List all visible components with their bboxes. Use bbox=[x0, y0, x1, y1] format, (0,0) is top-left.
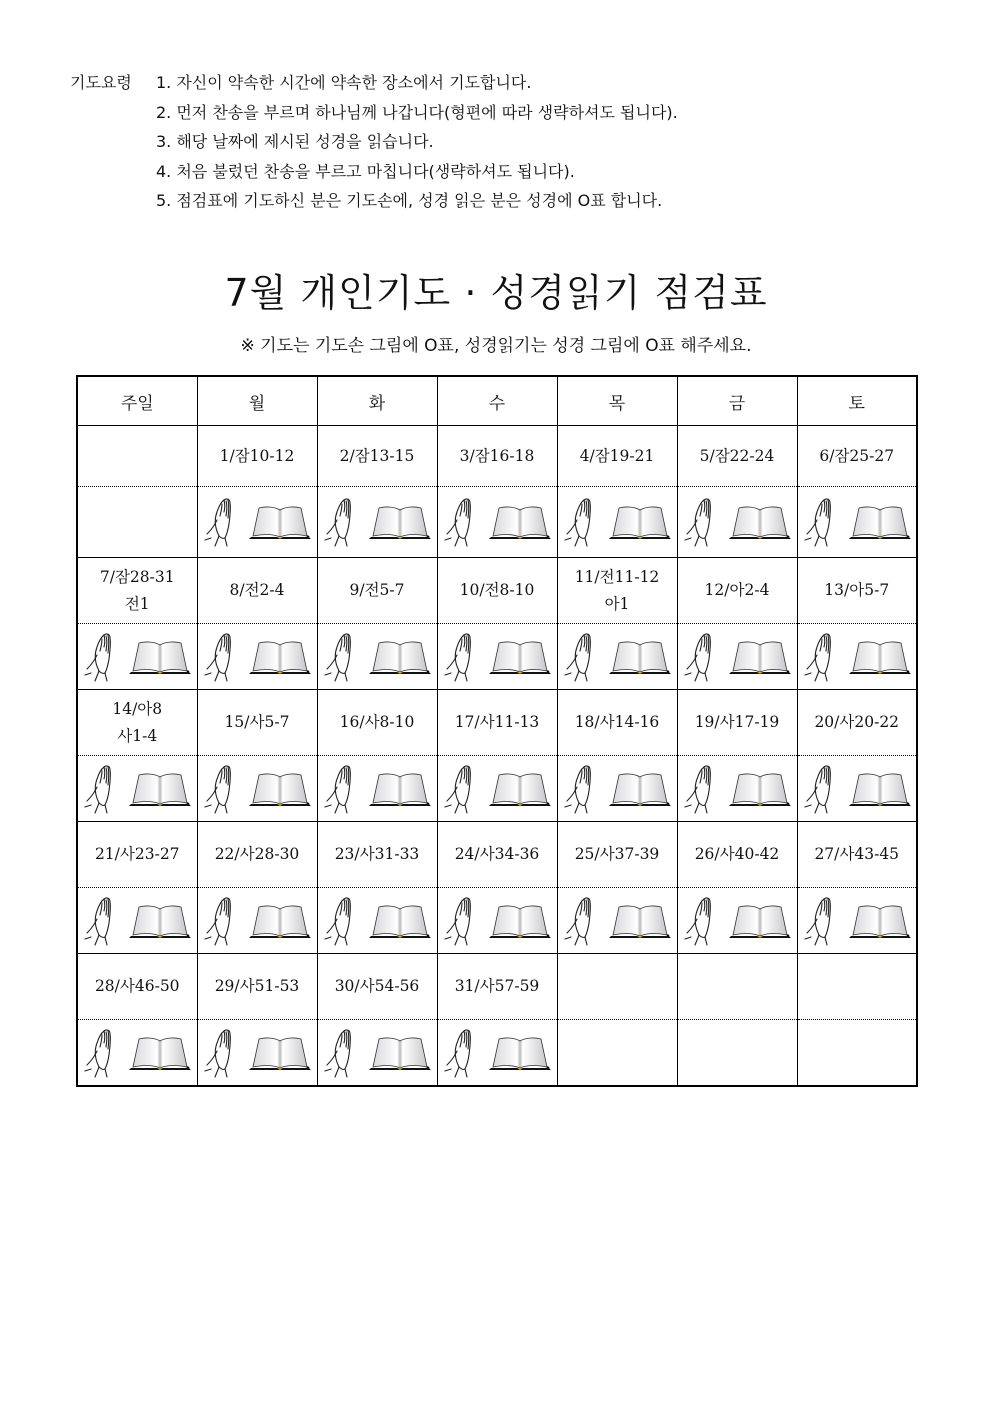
reading-cell-monday bbox=[197, 426, 317, 487]
check-icons bbox=[678, 763, 797, 815]
praying-hands-icon[interactable] bbox=[203, 1027, 243, 1079]
open-bible-icon[interactable] bbox=[249, 771, 311, 807]
check-icons bbox=[438, 631, 557, 683]
check-cell-wednesday[interactable] bbox=[437, 487, 557, 558]
reading-cell-friday bbox=[677, 954, 797, 1020]
reading-assignment: 3/잠16-18 bbox=[459, 446, 535, 465]
praying-hands-icon[interactable] bbox=[323, 895, 363, 947]
check-cell-sunday bbox=[77, 487, 197, 558]
check-cell-tuesday[interactable] bbox=[317, 1020, 437, 1087]
reading-cell-wednesday bbox=[437, 822, 557, 888]
reading-assignment: 6/잠25-27 bbox=[819, 446, 895, 465]
open-bible-icon[interactable] bbox=[369, 1035, 431, 1071]
week-1-check-row bbox=[77, 487, 917, 558]
reading-assignment: 4/잠19-21 bbox=[579, 446, 655, 465]
check-icons bbox=[198, 496, 317, 548]
check-icons bbox=[798, 763, 917, 815]
weekday-header-row bbox=[77, 376, 917, 426]
check-cell-sunday[interactable] bbox=[77, 756, 197, 822]
check-cell-thursday[interactable] bbox=[557, 624, 677, 690]
guideline-text: 4. 처음 불렀던 찬송을 부르고 마칩니다(생략하셔도 됩니다). bbox=[156, 161, 575, 181]
check-icons bbox=[198, 895, 317, 947]
header-monday: 월 bbox=[197, 376, 317, 426]
open-bible-icon[interactable] bbox=[129, 771, 191, 807]
check-icons bbox=[78, 763, 197, 815]
check-cell-thursday[interactable] bbox=[557, 487, 677, 558]
check-cell-friday[interactable] bbox=[677, 487, 797, 558]
check-icons bbox=[438, 895, 557, 947]
open-bible-icon[interactable] bbox=[129, 1035, 191, 1071]
reading-assignment: 19/사17-19 bbox=[694, 713, 780, 731]
reading-cell-wednesday bbox=[437, 690, 557, 756]
reading-assignment: 16/사8-10 bbox=[339, 713, 415, 731]
reading-cell-friday bbox=[677, 558, 797, 624]
check-cell-sunday[interactable] bbox=[77, 1020, 197, 1087]
check-cell-sunday[interactable] bbox=[77, 888, 197, 954]
praying-hands-icon[interactable] bbox=[803, 496, 843, 548]
reading-cell-monday bbox=[197, 822, 317, 888]
reading-assignment: 29/사51-53 bbox=[214, 977, 300, 995]
reading-assignment: 24/사34-36 bbox=[454, 845, 540, 863]
praying-hands-icon[interactable] bbox=[803, 763, 843, 815]
check-icons bbox=[318, 763, 437, 815]
check-cell-monday[interactable] bbox=[197, 888, 317, 954]
week-5-reading-row bbox=[77, 954, 917, 1020]
reading-assignment: 30/사54-56 bbox=[334, 977, 420, 995]
reading-cell-saturday bbox=[797, 822, 917, 888]
reading-assignment: 20/사20-22 bbox=[814, 713, 900, 731]
check-cell-wednesday[interactable] bbox=[437, 624, 557, 690]
check-cell-sunday[interactable] bbox=[77, 624, 197, 690]
reading-cell-wednesday bbox=[437, 954, 557, 1020]
reading-cell-thursday bbox=[557, 690, 677, 756]
reading-assignment: 17/사11-13 bbox=[454, 713, 540, 731]
check-cell-saturday bbox=[797, 1020, 917, 1087]
open-bible-icon[interactable] bbox=[729, 771, 791, 807]
check-icons bbox=[558, 496, 677, 548]
praying-hands-icon[interactable] bbox=[203, 631, 243, 683]
guideline-item bbox=[70, 127, 678, 157]
reading-assignment: 27/사43-45 bbox=[814, 845, 900, 863]
check-cell-wednesday[interactable] bbox=[437, 888, 557, 954]
reading-assignment: 26/사40-42 bbox=[694, 845, 780, 863]
praying-hands-icon[interactable] bbox=[683, 496, 723, 548]
reading-cell-saturday bbox=[797, 954, 917, 1020]
reading-cell-sunday bbox=[77, 954, 197, 1020]
open-bible-icon[interactable] bbox=[249, 1035, 311, 1071]
guideline-text: 2. 먼저 찬송을 부르며 하나님께 나갑니다(형편에 따라 생략하셔도 됩니다). bbox=[156, 102, 678, 122]
open-bible-icon[interactable] bbox=[609, 504, 671, 540]
check-cell-monday[interactable] bbox=[197, 624, 317, 690]
open-bible-icon[interactable] bbox=[609, 771, 671, 807]
praying-hands-icon[interactable] bbox=[83, 1027, 123, 1079]
check-icons bbox=[318, 1027, 437, 1079]
check-cell-thursday bbox=[557, 1020, 677, 1087]
check-icons bbox=[198, 1027, 317, 1079]
guideline-text: 1. 자신이 약속한 시간에 약속한 장소에서 기도합니다. bbox=[156, 73, 532, 92]
open-bible-icon[interactable] bbox=[369, 903, 431, 939]
reading-assignment: 22/사28-30 bbox=[214, 845, 300, 863]
check-cell-saturday[interactable] bbox=[797, 487, 917, 558]
open-bible-icon[interactable] bbox=[489, 504, 551, 540]
reading-cell-monday bbox=[197, 690, 317, 756]
praying-hands-icon[interactable] bbox=[803, 631, 843, 683]
week-2-check-row bbox=[77, 624, 917, 690]
reading-assignment-continued: 사1-4 bbox=[117, 726, 158, 745]
open-bible-icon[interactable] bbox=[849, 639, 911, 675]
reading-cell-tuesday bbox=[317, 558, 437, 624]
reading-assignment: 31/사57-59 bbox=[454, 977, 540, 995]
check-icons bbox=[798, 631, 917, 683]
check-icons bbox=[438, 1027, 557, 1079]
reading-assignment: 11/전11-12 bbox=[574, 567, 660, 586]
check-icons bbox=[558, 895, 677, 947]
reading-assignment: 18/사14-16 bbox=[574, 713, 660, 731]
prayer-guidelines bbox=[70, 68, 678, 216]
check-icons bbox=[78, 631, 197, 683]
check-icons bbox=[438, 496, 557, 548]
check-icons bbox=[798, 895, 917, 947]
reading-cell-sunday bbox=[77, 558, 197, 624]
guideline-text: 5. 점검표에 기도하신 분은 기도손에, 성경 읽은 분은 성경에 O표 합니다. bbox=[156, 191, 663, 210]
praying-hands-icon[interactable] bbox=[563, 496, 603, 548]
check-cell-monday[interactable] bbox=[197, 487, 317, 558]
open-bible-icon[interactable] bbox=[249, 504, 311, 540]
check-cell-wednesday[interactable] bbox=[437, 1020, 557, 1087]
check-icons bbox=[198, 763, 317, 815]
reading-cell-thursday bbox=[557, 954, 677, 1020]
praying-hands-icon[interactable] bbox=[443, 763, 483, 815]
reading-cell-sunday bbox=[77, 690, 197, 756]
reading-cell-tuesday bbox=[317, 690, 437, 756]
reading-cell-saturday bbox=[797, 690, 917, 756]
check-icons bbox=[78, 895, 197, 947]
reading-assignment: 25/사37-39 bbox=[574, 845, 660, 863]
praying-hands-icon[interactable] bbox=[83, 895, 123, 947]
week-3-check-row bbox=[77, 756, 917, 822]
check-icons bbox=[318, 895, 437, 947]
check-icons bbox=[678, 496, 797, 548]
open-bible-icon[interactable] bbox=[489, 639, 551, 675]
reading-cell-monday bbox=[197, 558, 317, 624]
praying-hands-icon[interactable] bbox=[323, 763, 363, 815]
praying-hands-icon[interactable] bbox=[83, 631, 123, 683]
praying-hands-icon[interactable] bbox=[563, 631, 603, 683]
check-cell-tuesday[interactable] bbox=[317, 756, 437, 822]
reading-assignment: 10/전8-10 bbox=[459, 581, 535, 599]
open-bible-icon[interactable] bbox=[489, 1035, 551, 1071]
reading-cell-wednesday bbox=[437, 426, 557, 487]
open-bible-icon[interactable] bbox=[849, 771, 911, 807]
reading-assignment: 5/잠22-24 bbox=[699, 446, 775, 465]
instruction-note: ※ 기도는 기도손 그림에 O표, 성경읽기는 성경 그림에 O표 해주세요. bbox=[240, 336, 752, 356]
reading-cell-friday bbox=[677, 690, 797, 756]
header-friday: 금 bbox=[677, 376, 797, 426]
reading-cell-sunday bbox=[77, 426, 197, 487]
open-bible-icon[interactable] bbox=[729, 504, 791, 540]
reading-assignment: 2/잠13-15 bbox=[339, 446, 415, 465]
guidelines-heading: 기도요령 bbox=[70, 73, 132, 92]
praying-hands-icon[interactable] bbox=[203, 496, 243, 548]
reading-assignment: 14/아8 bbox=[112, 699, 163, 718]
guideline-item bbox=[70, 157, 678, 187]
week-4-reading-row bbox=[77, 822, 917, 888]
guideline-item bbox=[70, 68, 678, 98]
check-icons bbox=[318, 631, 437, 683]
reading-cell-saturday bbox=[797, 426, 917, 487]
reading-assignment: 23/사31-33 bbox=[334, 845, 420, 863]
week-1-reading-row bbox=[77, 426, 917, 487]
check-cell-tuesday[interactable] bbox=[317, 487, 437, 558]
open-bible-icon[interactable] bbox=[489, 771, 551, 807]
praying-hands-icon[interactable] bbox=[83, 763, 123, 815]
header-tuesday: 화 bbox=[317, 376, 437, 426]
header-sunday: 주일 bbox=[77, 376, 197, 426]
reading-cell-friday bbox=[677, 822, 797, 888]
check-icons bbox=[558, 631, 677, 683]
praying-hands-icon[interactable] bbox=[683, 763, 723, 815]
praying-hands-icon[interactable] bbox=[323, 496, 363, 548]
reading-assignment: 9/전5-7 bbox=[349, 581, 405, 599]
checklist-table bbox=[76, 375, 918, 1087]
check-cell-saturday[interactable] bbox=[797, 624, 917, 690]
reading-cell-tuesday bbox=[317, 426, 437, 487]
reading-assignment: 7/잠28-31 bbox=[99, 567, 175, 586]
open-bible-icon[interactable] bbox=[729, 639, 791, 675]
header-saturday: 토 bbox=[797, 376, 917, 426]
check-cell-monday[interactable] bbox=[197, 756, 317, 822]
check-cell-wednesday[interactable] bbox=[437, 756, 557, 822]
open-bible-icon[interactable] bbox=[849, 504, 911, 540]
reading-cell-monday bbox=[197, 954, 317, 1020]
praying-hands-icon[interactable] bbox=[563, 763, 603, 815]
reading-cell-friday bbox=[677, 426, 797, 487]
week-5-check-row bbox=[77, 1020, 917, 1087]
check-icons bbox=[198, 631, 317, 683]
praying-hands-icon[interactable] bbox=[323, 631, 363, 683]
check-icons bbox=[678, 631, 797, 683]
reading-assignment-continued: 아1 bbox=[604, 594, 630, 613]
open-bible-icon[interactable] bbox=[369, 771, 431, 807]
praying-hands-icon[interactable] bbox=[203, 895, 243, 947]
week-3-reading-row bbox=[77, 690, 917, 756]
reading-assignment: 28/사46-50 bbox=[94, 977, 180, 995]
praying-hands-icon[interactable] bbox=[563, 895, 603, 947]
open-bible-icon[interactable] bbox=[849, 903, 911, 939]
praying-hands-icon[interactable] bbox=[683, 895, 723, 947]
reading-assignment: 1/잠10-12 bbox=[219, 446, 295, 465]
check-cell-thursday[interactable] bbox=[557, 756, 677, 822]
praying-hands-icon[interactable] bbox=[203, 763, 243, 815]
check-cell-tuesday[interactable] bbox=[317, 888, 437, 954]
reading-assignment: 13/아5-7 bbox=[824, 581, 890, 599]
week-4-check-row bbox=[77, 888, 917, 954]
reading-cell-saturday bbox=[797, 558, 917, 624]
praying-hands-icon[interactable] bbox=[443, 1027, 483, 1079]
reading-assignment: 12/아2-4 bbox=[704, 581, 770, 599]
week-2-reading-row bbox=[77, 558, 917, 624]
check-cell-friday[interactable] bbox=[677, 756, 797, 822]
reading-cell-sunday bbox=[77, 822, 197, 888]
check-cell-friday bbox=[677, 1020, 797, 1087]
check-icons bbox=[678, 895, 797, 947]
reading-assignment: 15/사5-7 bbox=[224, 713, 290, 731]
check-icons bbox=[318, 496, 437, 548]
reading-assignment: 8/전2-4 bbox=[229, 581, 285, 599]
open-bible-icon[interactable] bbox=[129, 903, 191, 939]
praying-hands-icon[interactable] bbox=[683, 631, 723, 683]
guideline-item bbox=[70, 98, 678, 128]
reading-cell-wednesday bbox=[437, 558, 557, 624]
header-wednesday: 수 bbox=[437, 376, 557, 426]
open-bible-icon[interactable] bbox=[489, 903, 551, 939]
open-bible-icon[interactable] bbox=[609, 903, 671, 939]
reading-cell-thursday bbox=[557, 558, 677, 624]
check-cell-thursday[interactable] bbox=[557, 888, 677, 954]
open-bible-icon[interactable] bbox=[129, 639, 191, 675]
check-cell-friday[interactable] bbox=[677, 624, 797, 690]
reading-cell-thursday bbox=[557, 822, 677, 888]
check-cell-saturday[interactable] bbox=[797, 888, 917, 954]
check-cell-friday[interactable] bbox=[677, 888, 797, 954]
open-bible-icon[interactable] bbox=[609, 639, 671, 675]
praying-hands-icon[interactable] bbox=[323, 1027, 363, 1079]
check-cell-tuesday[interactable] bbox=[317, 624, 437, 690]
check-icons bbox=[558, 763, 677, 815]
reading-cell-tuesday bbox=[317, 954, 437, 1020]
check-icons bbox=[438, 763, 557, 815]
praying-hands-icon[interactable] bbox=[803, 895, 843, 947]
open-bible-icon[interactable] bbox=[729, 903, 791, 939]
open-bible-icon[interactable] bbox=[249, 639, 311, 675]
praying-hands-icon[interactable] bbox=[443, 631, 483, 683]
reading-cell-thursday bbox=[557, 426, 677, 487]
check-cell-saturday[interactable] bbox=[797, 756, 917, 822]
open-bible-icon[interactable] bbox=[369, 504, 431, 540]
guideline-text: 3. 해당 날짜에 제시된 성경을 읽습니다. bbox=[156, 132, 434, 151]
praying-hands-icon[interactable] bbox=[443, 496, 483, 548]
open-bible-icon[interactable] bbox=[249, 903, 311, 939]
check-cell-monday[interactable] bbox=[197, 1020, 317, 1087]
open-bible-icon[interactable] bbox=[369, 639, 431, 675]
guideline-item bbox=[70, 186, 678, 216]
reading-assignment-continued: 전1 bbox=[124, 594, 150, 613]
reading-cell-tuesday bbox=[317, 822, 437, 888]
check-icons bbox=[78, 1027, 197, 1079]
reading-assignment: 21/사23-27 bbox=[94, 845, 180, 863]
check-icons bbox=[798, 496, 917, 548]
praying-hands-icon[interactable] bbox=[443, 895, 483, 947]
header-thursday: 목 bbox=[557, 376, 677, 426]
page-title: 7월 개인기도 · 성경읽기 점검표 bbox=[224, 271, 768, 315]
